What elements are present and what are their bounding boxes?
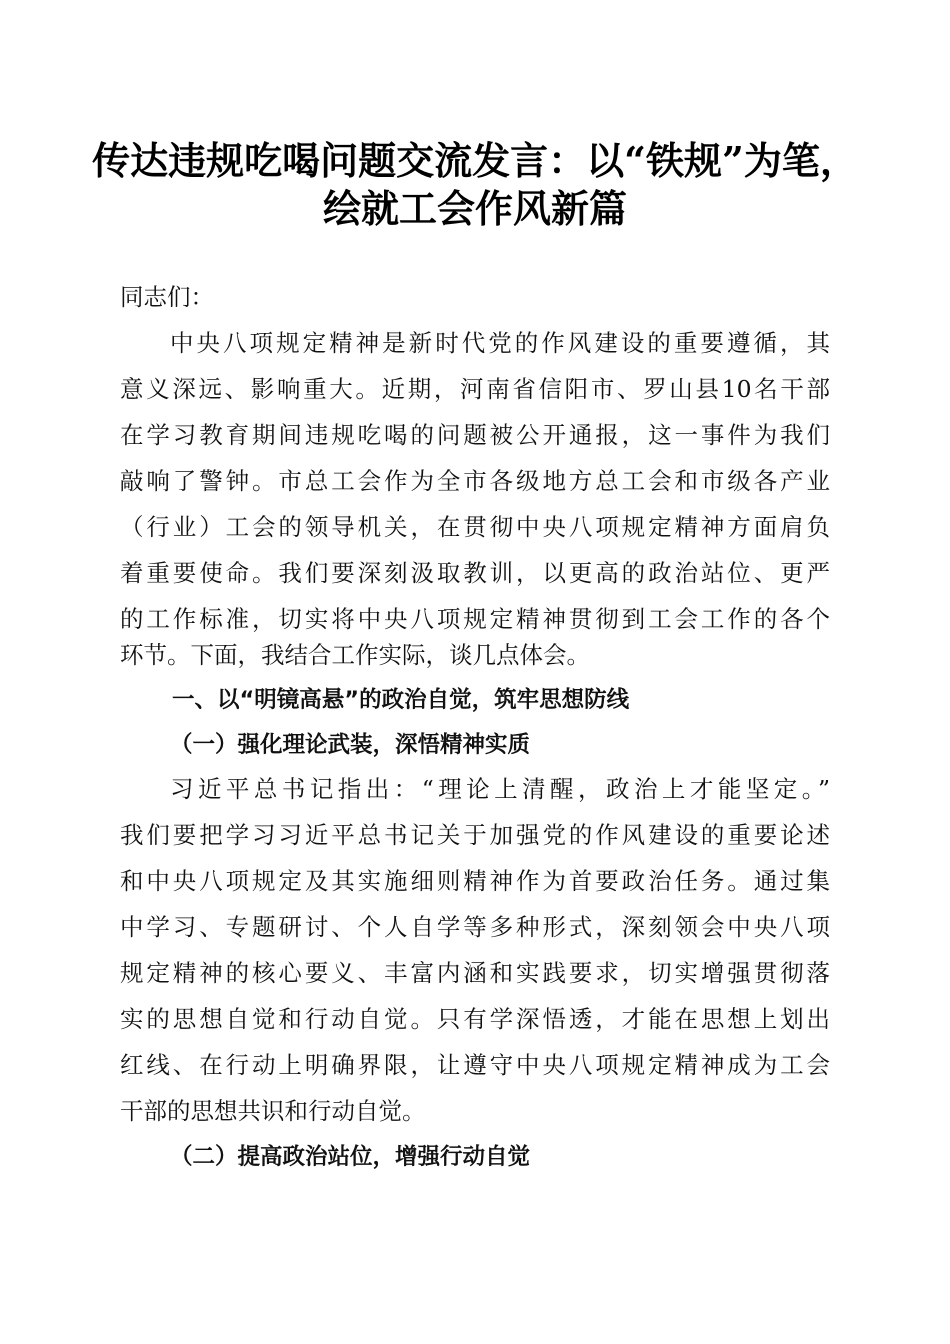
paragraph-2-line: 规定精神的核心要义、丰富内涵和实践要求，切实增强贯彻落 <box>120 959 830 987</box>
paragraph-2-line: 实的思想自觉和行动自觉。只有学深悟透，才能在思想上划出 <box>120 1005 830 1033</box>
paragraph-1-line: 意义深远、影响重大。近期，河南省信阳市、罗山县10名干部 <box>120 375 830 403</box>
subsection-heading-1: （一）强化理论武装，深悟精神实质 <box>170 732 531 758</box>
paragraph-2-line: 和中央八项规定及其实施细则精神作为首要政治任务。通过集 <box>120 867 830 895</box>
paragraph-2-line: 干部的思想共识和行动自觉。 <box>120 1097 426 1125</box>
paragraph-1-line: 敲响了警钟。市总工会作为全市各级地方总工会和市级各产业 <box>120 467 830 495</box>
subsection-heading-2: （二）提高政治站位，增强行动自觉 <box>170 1144 531 1170</box>
paragraph-2-line: 习近平总书记指出：“理论上清醒，政治上才能坚定。” <box>170 775 830 803</box>
salutation: 同志们： <box>120 283 214 311</box>
paragraph-1-line: 的工作标准，切实将中央八项规定精神贯彻到工会工作的各个 <box>120 605 830 633</box>
paragraph-1-line: 着重要使命。我们要深刻汲取教训，以更高的政治站位、更严 <box>120 559 830 587</box>
paragraph-1-line: （行业）工会的领导机关，在贯彻中央八项规定精神方面肩负 <box>120 513 830 541</box>
paragraph-1-line: 环节。下面，我结合工作实际，谈几点体会。 <box>120 641 590 669</box>
paragraph-2-line: 中学习、专题研讨、个人自学等多种形式，深刻领会中央八项 <box>120 913 830 941</box>
document-title-line-1: 传达违规吃喝问题交流发言：以“铁规”为笔， <box>92 138 858 183</box>
paragraph-2-line: 红线、在行动上明确界限，让遵守中央八项规定精神成为工会 <box>120 1051 830 1079</box>
paragraph-2-line: 我们要把学习习近平总书记关于加强党的作风建设的重要论述 <box>120 821 830 849</box>
document-title-line-2: 绘就工会作风新篇 <box>322 186 627 231</box>
paragraph-1-line: 中央八项规定精神是新时代党的作风建设的重要遵循，其 <box>170 329 830 357</box>
paragraph-1-line: 在学习教育期间违规吃喝的问题被公开通报，这一事件为我们 <box>120 421 830 449</box>
section-heading-1: 一、以“明镜高悬”的政治自觉，筑牢思想防线 <box>172 687 630 713</box>
